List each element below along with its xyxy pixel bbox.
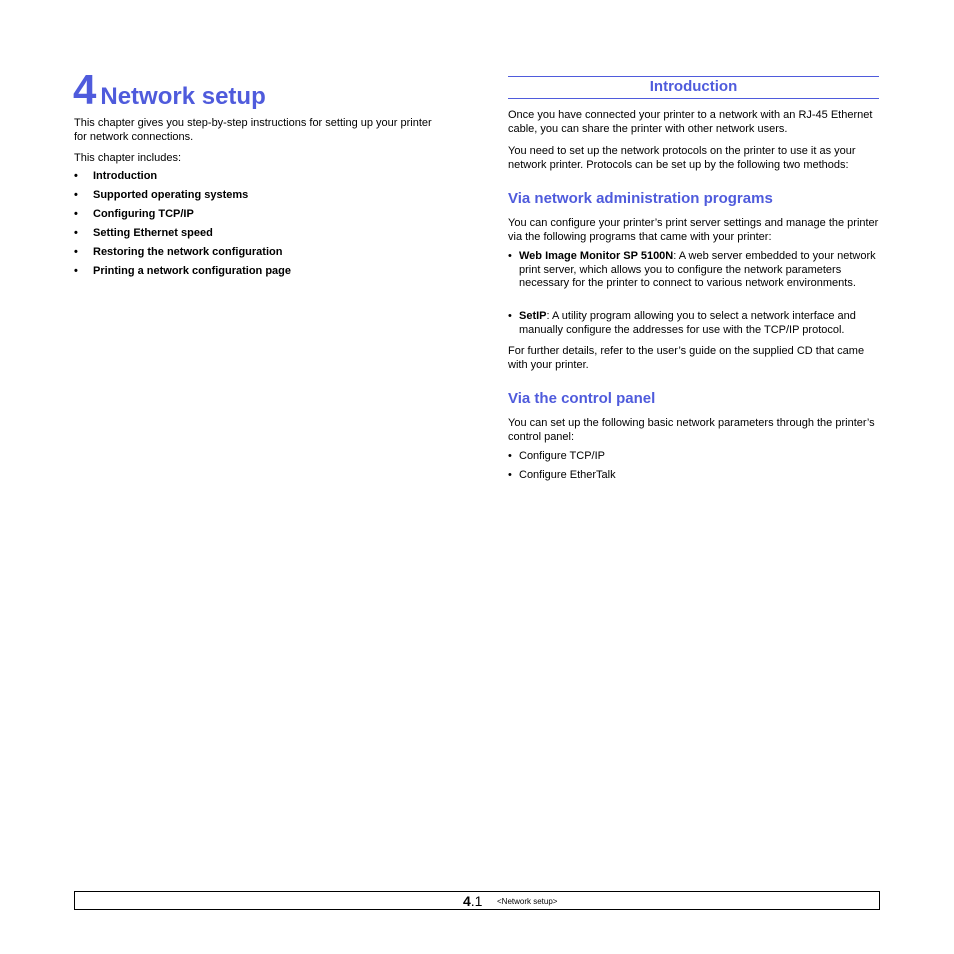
bullet: • — [74, 189, 78, 201]
bullet-web-image-monitor — [508, 250, 883, 291]
bullet: • — [508, 310, 512, 322]
admin-programs-paragraph-1: You can configure your printer’s print server settings and manage the printer via the following programs that came with your printer: — [508, 217, 879, 243]
bullet: • — [74, 208, 78, 220]
bullet-text: : A utility program allowing you to select a network interface and manually configure the addresses for use with the TCP/IP protocol. — [519, 310, 856, 336]
introduction-paragraph-1: Once you have connected your printer to a network with an RJ-45 Ethernet cable, you can share the printer with other network users. — [508, 109, 873, 135]
bullet: • — [74, 170, 78, 182]
bullet-bold-text: Web Image Monitor SP 5100N — [519, 250, 674, 262]
introduction-heading-box — [508, 76, 879, 99]
bullet-text: Configure TCP/IP — [519, 450, 606, 462]
bullet-configure-ethertalk — [508, 469, 883, 483]
bullet: • — [508, 250, 512, 262]
includes-label: This chapter includes: — [74, 152, 181, 164]
list-item-label: Printing a network configuration page — [93, 265, 292, 277]
control-panel-heading: Via the control panel — [508, 390, 656, 407]
list-item[interactable] — [74, 170, 291, 189]
bullet: • — [74, 265, 78, 277]
page-number — [463, 893, 482, 909]
footer-page-suffix: .1 — [470, 893, 483, 909]
admin-programs-paragraph-2: For further details, refer to the user’s guide on the supplied CD that came with your printer. — [508, 345, 865, 371]
list-item-label: Introduction — [93, 170, 158, 182]
bullet: • — [508, 469, 512, 481]
list-item[interactable] — [74, 227, 291, 246]
page-footer — [74, 891, 880, 910]
chapter-number: 4 — [73, 66, 97, 113]
bullet: • — [74, 246, 78, 258]
introduction-paragraph-2: You need to set up the network protocols on the printer to use it as your network printer. Protocols can be set up by the following two methods: — [508, 145, 856, 171]
list-item-label: Supported operating systems — [93, 189, 249, 201]
chapter-title: Network setup — [100, 83, 266, 110]
control-panel-paragraph: You can set up the following basic network parameters through the printer’s control panel: — [508, 417, 875, 443]
list-item[interactable] — [74, 265, 291, 284]
bullet-text: : A web server embedded to your network print server, which allows you to configure the network parameters necessary for the printer to connect to various network environments. — [519, 250, 876, 290]
admin-programs-heading: Via network administration programs — [508, 190, 773, 207]
list-item-label: Configuring TCP/IP — [93, 208, 194, 220]
bullet-bold-text: SetIP — [519, 310, 547, 322]
footer-chapter-number: 4 — [463, 893, 471, 909]
footer-chapter-label: <Network setup> — [497, 897, 558, 906]
list-item[interactable] — [74, 208, 291, 227]
list-item[interactable] — [74, 246, 291, 265]
bullet-configure-tcpip — [508, 450, 883, 464]
bullet-setip — [508, 310, 883, 337]
list-item-label: Restoring the network configuration — [93, 246, 283, 258]
chapter-heading — [73, 66, 266, 114]
bullet: • — [74, 227, 78, 239]
list-item-label: Setting Ethernet speed — [93, 227, 213, 239]
chapter-contents-list — [74, 170, 291, 284]
introduction-title: Introduction — [649, 78, 738, 95]
chapter-intro-text: This chapter gives you step-by-step instructions for setting up your printer for network connections. — [74, 117, 432, 143]
list-item[interactable] — [74, 189, 291, 208]
bullet: • — [508, 450, 512, 462]
bullet-text: Configure EtherTalk — [519, 469, 616, 481]
